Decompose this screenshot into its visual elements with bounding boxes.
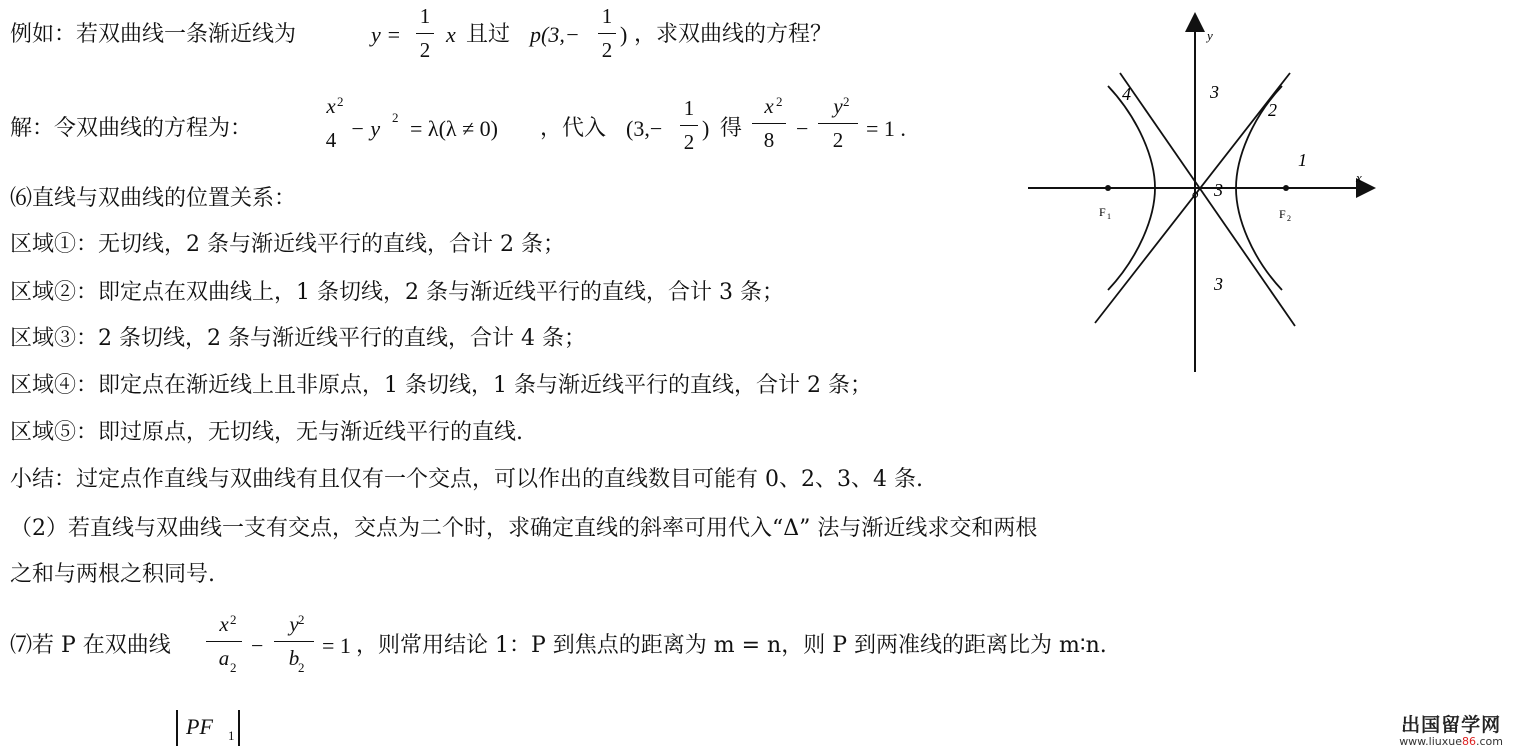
solution-point-open: (3,−	[626, 116, 663, 141]
region-2-text: 区域②：即定点在双曲线上，1 条切线，2 条与渐近线平行的直线，合计 3 条；	[10, 280, 784, 305]
example-prefix: 例如：若双曲线一条渐近线为	[10, 22, 297, 47]
example-suffix: ，求双曲线的方程？	[634, 22, 833, 47]
section7-prefix: ⑺若 P 在双曲线	[10, 633, 171, 658]
watermark-title: 出国留学网	[1401, 714, 1502, 736]
example-x-var: x	[446, 22, 456, 47]
fraction-numerator: x	[764, 94, 774, 118]
site-watermark	[1399, 710, 1503, 748]
watermark-url-c: .com	[1476, 735, 1503, 748]
section7-minus: −	[251, 633, 264, 658]
note2-line1: （2）若直线与双曲线一支有交点，交点为二个时，求确定直线的斜率可用代入“Δ” 法与渐近线求交和两根	[10, 516, 1038, 541]
fraction-numerator: x	[219, 612, 229, 636]
section7-f1-num-exponent: 2	[230, 612, 237, 627]
section7-y2-over-b2	[274, 614, 314, 669]
focus-right-label: F	[1279, 207, 1286, 221]
fraction-denominator: a	[218, 646, 230, 670]
example-point-fraction	[598, 6, 616, 61]
solution-subst: ，代入	[540, 116, 607, 141]
region-4-text: 区域④：即定点在渐近线上且非原点，1 条切线，1 条与渐近线平行的直线，合计 2 条；	[10, 373, 872, 398]
section7-f2-num-exponent: 2	[298, 612, 305, 627]
watermark-url-a: www.liuxue	[1399, 735, 1462, 748]
focus-right-point	[1283, 185, 1289, 191]
focus-left-label: F	[1099, 205, 1106, 219]
region-label-2: 2	[1268, 100, 1277, 120]
region-label-3-center: 3	[1214, 180, 1223, 200]
focus-left-subscript: 1	[1107, 212, 1111, 221]
example-point-p: p(3,−	[530, 22, 580, 47]
solution-y2-exponent: 2	[392, 110, 399, 125]
fraction-numerator: 1	[683, 96, 695, 120]
solution-point-fraction	[680, 98, 698, 153]
focus-left-point	[1105, 185, 1111, 191]
solution-minus: −	[796, 116, 809, 141]
region-label-3-top: 3	[1210, 82, 1219, 102]
region-3-text: 区域③：2 条切线，2 条与渐近线平行的直线，合计 4 条；	[10, 326, 586, 351]
region-5-text: 区域⑤：即过原点，无切线，无与渐近线平行的直线.	[10, 420, 523, 445]
origin-label: o	[1192, 186, 1199, 201]
section7-f1-den-exponent: 2	[230, 660, 237, 675]
solution-f2-exponent: 2	[843, 94, 850, 109]
watermark-url	[1399, 735, 1503, 748]
focus-right-subscript: 2	[1287, 214, 1291, 223]
section7-suffix: ，则常用结论 1：P 到焦点的距离为 m = n，则 P 到两准线的距离比为 m∶n.	[356, 633, 1107, 658]
solution-point-close: )	[702, 116, 710, 141]
note2-line2: 之和与两根之积同号.	[10, 562, 215, 587]
solution-prefix: 解：令双曲线的方程为：	[10, 116, 253, 141]
fraction-numerator: 1	[601, 4, 613, 28]
solution-minus-y2: − y	[350, 116, 381, 141]
example-point-close: )	[620, 22, 628, 47]
example-half-fraction	[416, 6, 434, 61]
summary-text: 小结：过定点作直线与双曲线有且仅有一个交点，可以作出的直线数目可能有 0、2、3、4 条.	[10, 467, 923, 492]
axis-x-label: x	[1356, 170, 1362, 185]
pf1-subscript: 1	[228, 728, 235, 743]
region-1-text: 区域①：无切线，2 条与渐近线平行的直线，合计 2 条；	[10, 232, 565, 257]
watermark-url-b: 86	[1462, 735, 1476, 748]
hyperbola-diagram	[1020, 8, 1390, 380]
solution-y2-over-2	[818, 96, 858, 151]
fraction-numerator: x	[326, 94, 336, 118]
solution-lambda: = λ(λ ≠ 0)	[410, 116, 498, 141]
fraction-denominator: 4	[325, 128, 337, 152]
fraction-denominator: 2	[601, 38, 613, 62]
region-label-4: 4	[1122, 84, 1131, 104]
example-y-eq: y =	[371, 22, 402, 47]
fraction-denominator: b	[288, 646, 300, 670]
section7-equals-one: = 1	[322, 633, 351, 658]
fraction-denominator: 2	[683, 130, 695, 154]
fraction-denominator: 2	[832, 128, 844, 152]
fraction-numerator: y	[289, 612, 299, 636]
fraction-numerator: y	[833, 94, 843, 118]
pf1-abs-value	[176, 708, 242, 748]
pf1-label: PF	[186, 714, 213, 739]
region-label-3-bottom: 3	[1214, 274, 1223, 294]
section7-x2-over-a2	[206, 614, 242, 669]
solution-f1-exponent: 2	[776, 94, 783, 109]
axis-y-label: y	[1207, 28, 1213, 43]
region-label-1: 1	[1298, 150, 1307, 170]
solution-x2-exponent: 2	[337, 94, 344, 109]
solution-get: 得	[720, 116, 743, 141]
fraction-numerator: 1	[419, 4, 431, 28]
solution-equals-one: = 1 .	[866, 116, 906, 141]
section7-f2-den-exponent: 2	[298, 660, 305, 675]
fraction-denominator: 2	[419, 38, 431, 62]
fraction-denominator: 8	[763, 128, 775, 152]
section6-heading: ⑹直线与双曲线的位置关系：	[10, 186, 297, 211]
example-mid: 且过	[466, 22, 511, 47]
